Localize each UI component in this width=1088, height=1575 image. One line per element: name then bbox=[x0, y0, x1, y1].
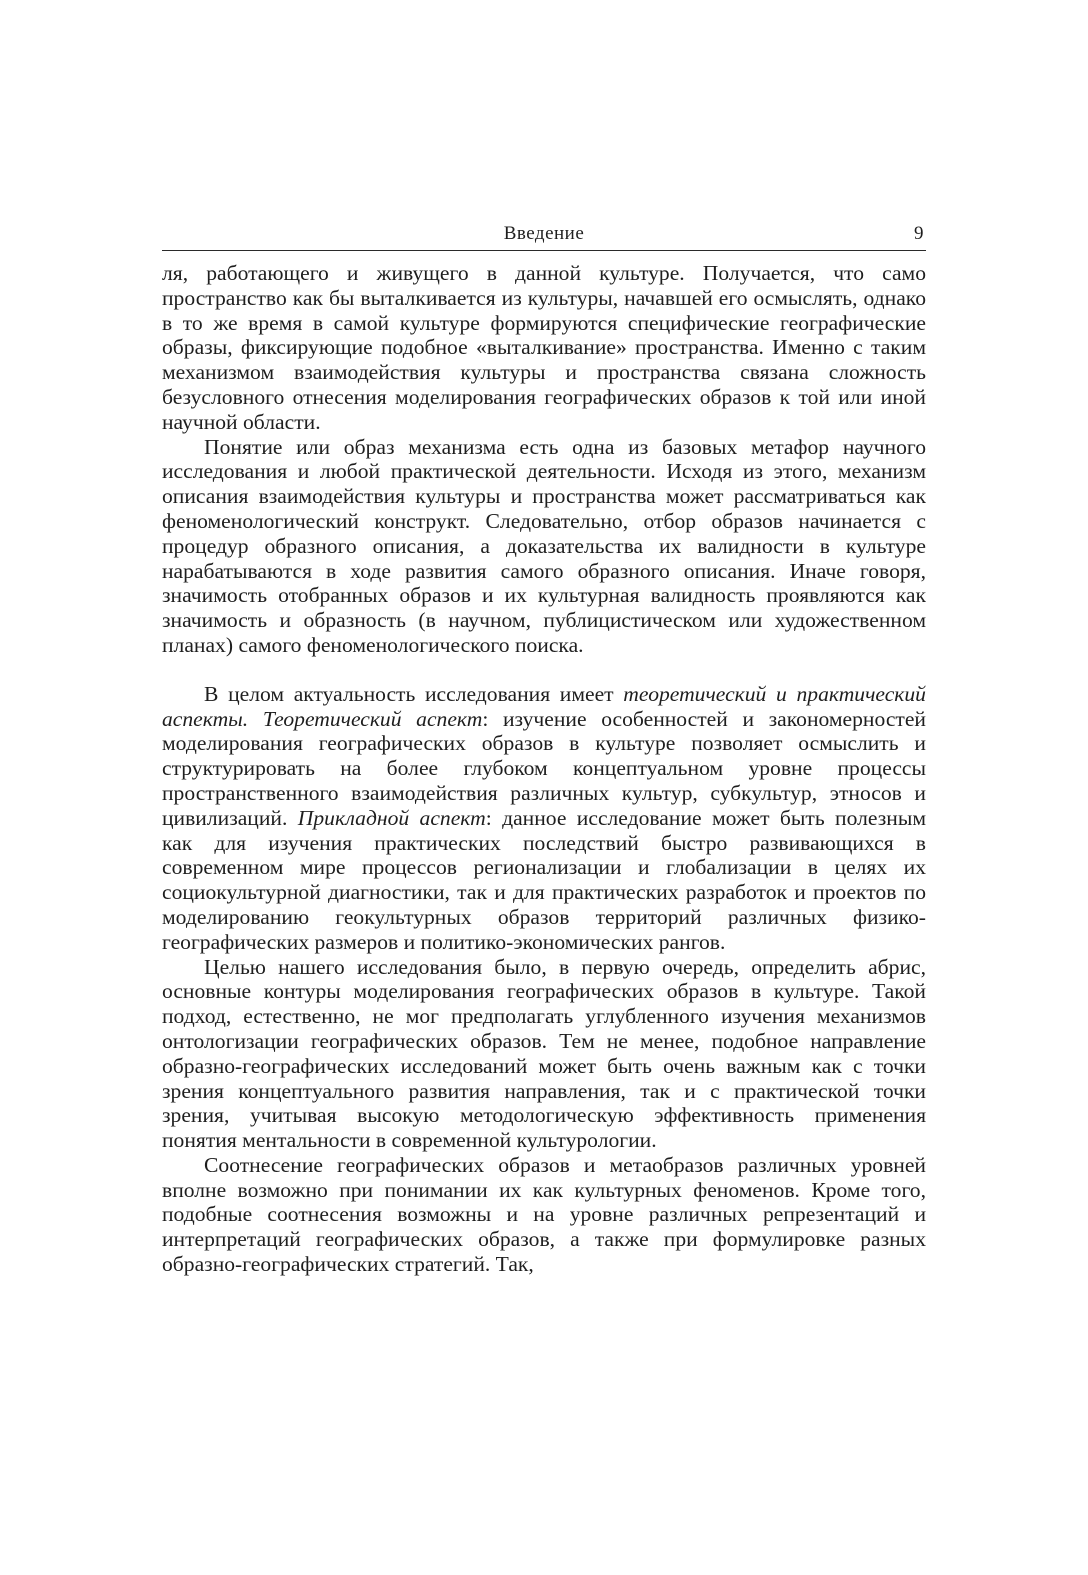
relevance-text-1: В целом актуальность исследования имеет bbox=[204, 681, 624, 706]
paragraph-continued: ля, работающего и живущего в данной культуре. Получается, что само пространство как бы выталкивается из культуры, начавшей его осмыслять, однако в то же время в самой культуре формируются специфические географические образы, фиксирующие подобное «выталкивание» пространства. Именно с таким механизмом взаимодействия культуры и пространства связана сложность безусловного отнесения моделирования географических образов к той или иной научной области. bbox=[162, 261, 926, 434]
paragraph-relevance bbox=[162, 682, 926, 955]
running-title: Введение bbox=[503, 223, 585, 244]
paragraph-mechanism: Понятие или образ механизма есть одна из базовых метафор научного исследования и любой практической деятельности. Исходя из этого, механизм описания взаимодействия культуры и пространства может рассматриваться как феноменологический конструкт. Следовательно, отбор образов начинается с процедур образного описания, а доказательства их валидности в культуре нарабатываются в ходе развития самого образного описания. Иначе говоря, значимость отобранных образов и их культурная валидность проявляются как значимость и образность (в научном, публицистическом или художественном планах) самого феноменологического поиска. bbox=[162, 434, 926, 657]
relevance-italic-aspects: теоретический и практический аспекты. Теоретический аспект bbox=[162, 681, 926, 731]
page-number: 9 bbox=[914, 223, 924, 244]
paragraph-goal: Целью нашего исследования было, в первую очередь, определить абрис, основные контуры моделирования географических образов в культуре. Такой подход, естественно, не мог предполагать углубленного изучения механизмов онтологизации географических образов. Тем не менее, подобное направление образно-географических исследований может быть очень важным как с точки зрения концептуального развития направления, так и с практической точки зрения, учитывая высокую методологическую эффективность применения понятия ментальности в современной культурологии. bbox=[162, 954, 926, 1153]
relevance-italic-applied: Прикладной аспект bbox=[297, 805, 486, 830]
book-page bbox=[162, 220, 926, 1277]
body-text bbox=[162, 261, 926, 1277]
running-header bbox=[162, 220, 926, 251]
relevance-text-3: : данное исследование может быть полезным как для изучения практических последствий быстро развивающихся в современном мире процессов регионализации и глобализации в целях их социокультурной диагностики, так и для практических разработок и проектов по моделированию геокультурных образов территорий различных физико-географических размеров и политико-экономических рангов. bbox=[162, 805, 927, 954]
paragraph-correlation: Соотнесение географических образов и метаобразов различных уровней вполне возможно при понимании их как культурных феноменов. Кроме того, подобные соотнесения возможны и на уровне различных репрезентаций и интерпретаций географических образов, а также при формулировке разных образно-географических стратегий. Так, bbox=[162, 1152, 926, 1277]
relevance-text-2: : изучение особенностей и закономерностей моделирования географических образов в культуре позволяет осмыслить и структурировать на более глубоком концептуальном уровне процессы пространственного взаимодействия различных культур, субкультур, этносов и цивилизаций. bbox=[162, 706, 926, 830]
